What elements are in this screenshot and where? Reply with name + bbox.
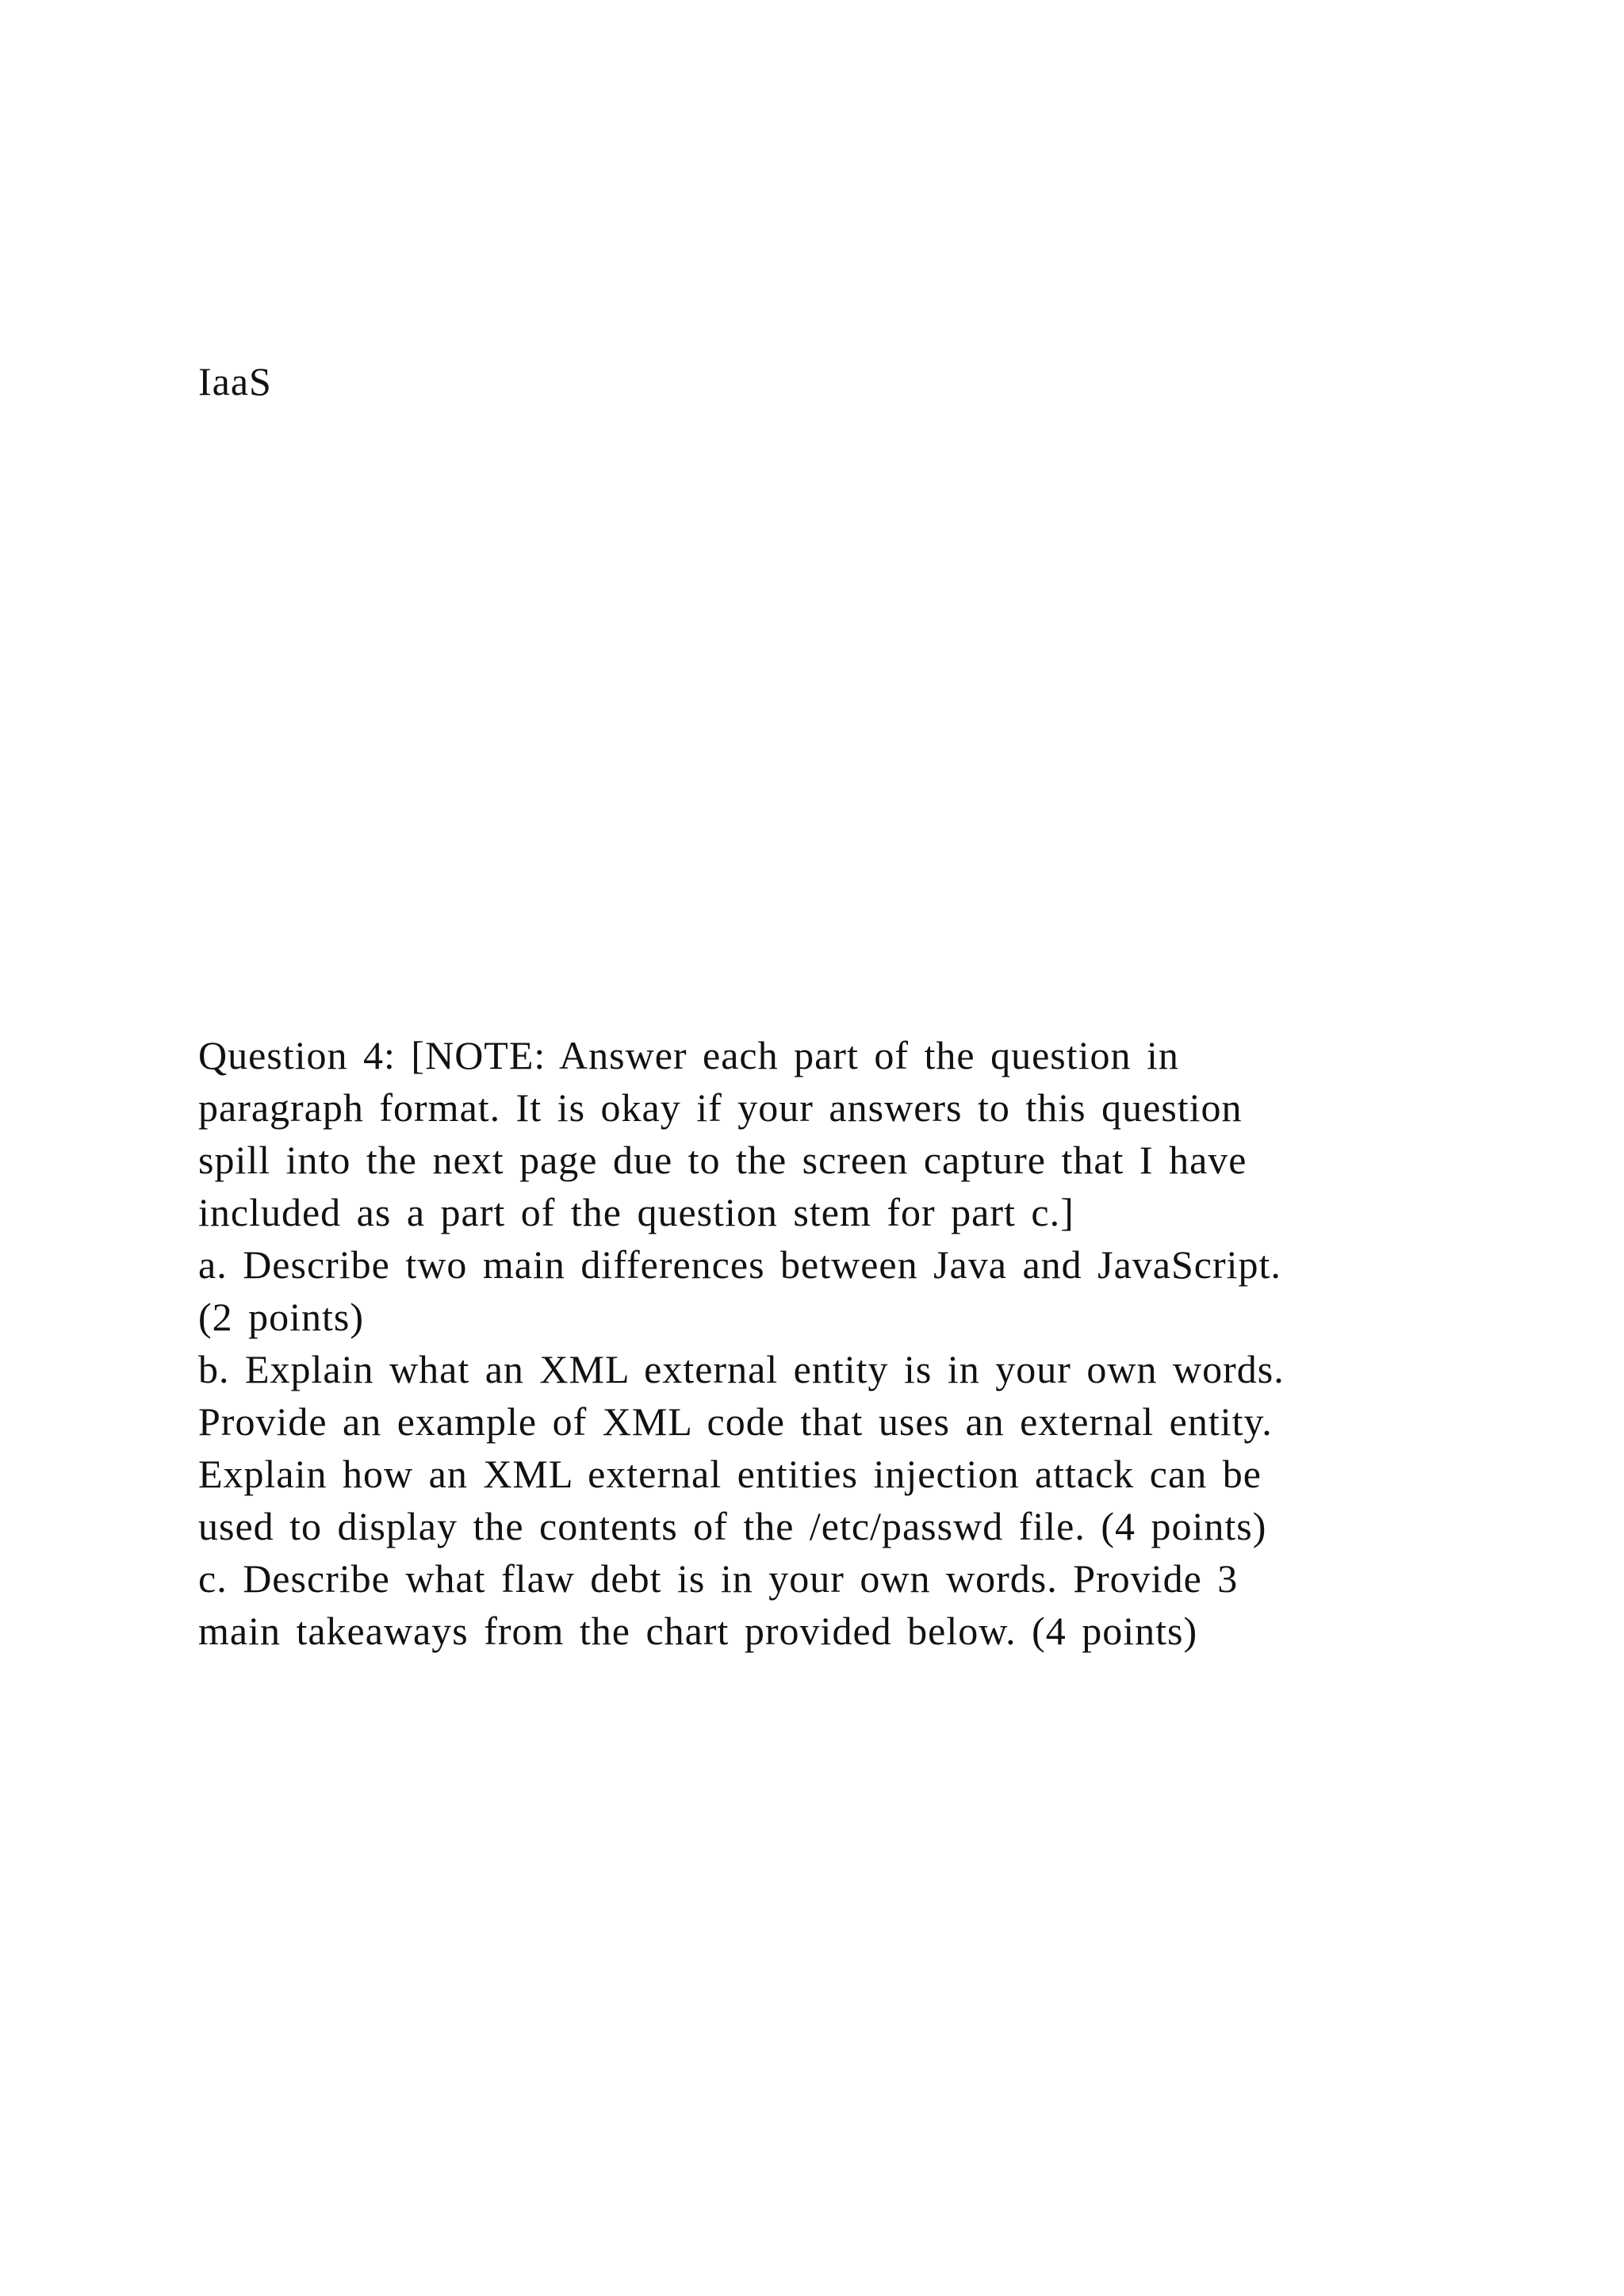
part-a-line: a. Describe two main differences between Java and JavaScript. bbox=[198, 1242, 1281, 1287]
part-c-points: main takeaways from the chart provided below. (4 points) bbox=[198, 1609, 1198, 1653]
question-line: included as a part of the question stem for part c.] bbox=[198, 1190, 1074, 1234]
question-line: paragraph format. It is okay if your answers to this question bbox=[198, 1085, 1243, 1130]
part-b-line: Provide an example of XML code that uses an external entity. bbox=[198, 1399, 1273, 1444]
question-line: Question 4: [NOTE: Answer each part of the question in bbox=[198, 1033, 1179, 1077]
question-4-block bbox=[198, 1029, 1435, 1657]
question-line: spill into the next page due to the screen capture that I have bbox=[198, 1138, 1247, 1182]
page-header-text: IaaS bbox=[198, 359, 272, 404]
part-b-line: Explain how an XML external entities injection attack can be bbox=[198, 1452, 1262, 1496]
part-b-line: b. Explain what an XML external entity is in your own words. bbox=[198, 1347, 1285, 1391]
part-c-line: c. Describe what flaw debt is in your own words. Provide 3 bbox=[198, 1556, 1239, 1601]
part-b-points: used to display the contents of the /etc/passwd file. (4 points) bbox=[198, 1504, 1267, 1548]
part-a-points: (2 points) bbox=[198, 1295, 365, 1339]
